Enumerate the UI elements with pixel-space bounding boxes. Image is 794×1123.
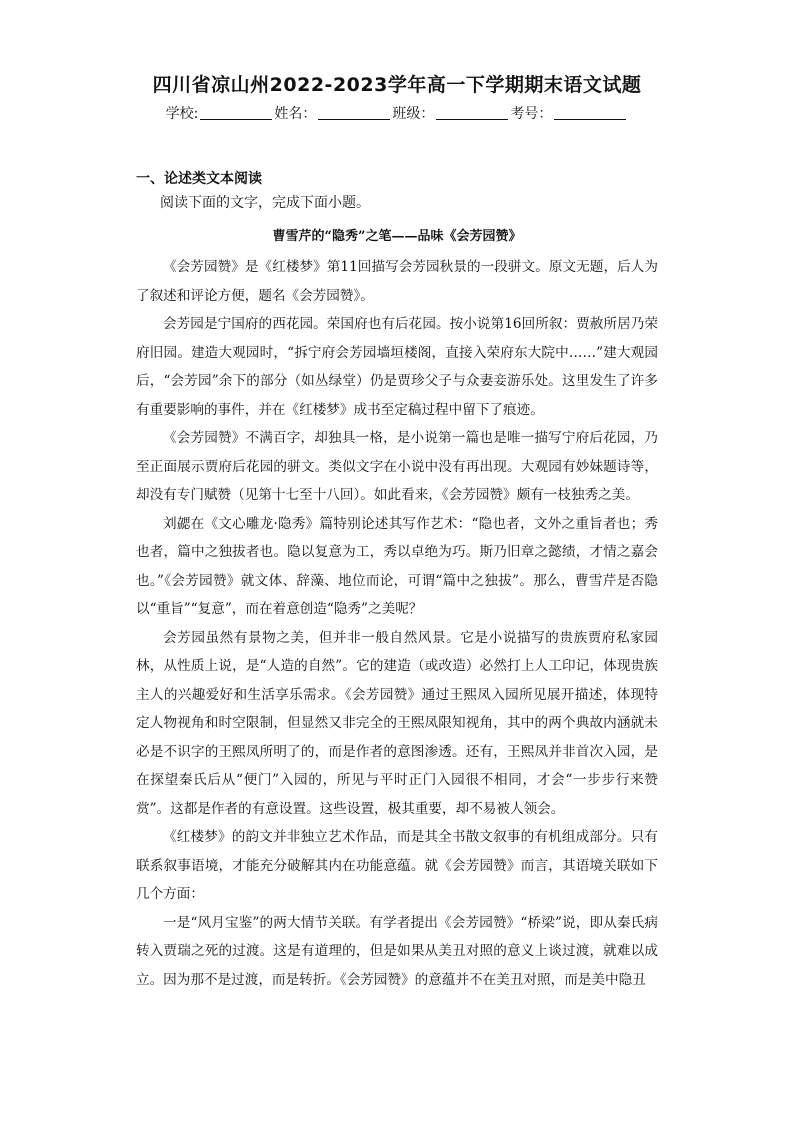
class-label: 班级： xyxy=(392,106,435,122)
student-info-line xyxy=(0,103,794,123)
exam-number-label: 考号： xyxy=(510,106,553,122)
class-blank xyxy=(436,105,508,120)
paragraph: 会芳园虽然有景物之美，但并非一般自然风景。它是小说描写的贵族贾府私家园林，从性质上说，是“人造的自然”。它的建造（或改造）必然打上人工印记，体现贵族主人的兴趣爱好和生活享乐需求。《会芳园赞》通过王熙凤入园所见展开描述，体现特定人物视角和时空限制，但显然又非完全的王熙凤限知视角，其中的两个典故内涵就未必是不识字的王熙凤所明了的，而是作者的意图渗透。还有，王熙凤并非首次入园，是在探望秦氏后从“便门”入园的，所见与平时正门入园很不相同，才会“一步步行来赞赏”。这都是作者的有意设置。这些设置，极其重要，却不易被人领会。 xyxy=(136,629,658,817)
name-blank xyxy=(318,105,390,120)
paragraph: 《会芳园赞》不满百字，却独具一格，是小说第一篇也是唯一描写宁府后花园，乃至正面展示贾府后花园的骈文。类似文字在小说中没有再出现。大观园有妙妹题诗等，却没有专门赋赞（见第十七至十八回）。如此看来，《会芳园赞》颇有一枝独秀之美。 xyxy=(136,430,658,503)
exam-title: 四川省凉山州2022-2023学年高一下学期期末语文试题 xyxy=(152,74,642,96)
paragraph: 一是“风月宝鉴”的两大情节关联。有学者提出《会芳园赞》“桥梁”说，即从秦氏病转入贾瑞之死的过渡。这是有道理的，但是如果从美丑对照的意义上谈过渡，就难以成立。因为那不是过渡，而是转折。《会芳园赞》的意蕴并不在美丑对照，而是美中隐丑 xyxy=(136,914,658,988)
paragraph: 《会芳园赞》是《红楼梦》第11回描写会芳园秋景的一段骈文。原文无题，后人为了叙述和评论方便，题名《会芳园赞》。 xyxy=(136,259,658,304)
article-title: 曹雪芹的“隐秀”之笔——品味《会芳园赞》 xyxy=(272,229,522,244)
paragraph: 《红楼梦》的韵文并非独立艺术作品，而是其全书散文叙事的有机组成部分。只有联系叙事语境，才能充分破解其内在功能意蕴。就《会芳园赞》而言，其语境关联如下几个方面： xyxy=(136,829,658,902)
school-label: 学校: xyxy=(165,106,199,122)
paragraph: 会芳园是宁国府的西花园。荣国府也有后花园。按小说第16回所叙：贾赦所居乃荣府旧园。建造大观园时，“拆宁府会芳园墙垣楼阁，直接入荣府东大院中……”建大观园后，“会芳园”余下的部分（如丛绿堂）仍是贾珍父子与众妻妾游乐处。这里发生了许多有重要影响的事件，并在《红楼梦》成书至定稿过程中留下了痕迹。 xyxy=(136,316,658,418)
name-label: 姓名： xyxy=(274,106,317,122)
article-body xyxy=(136,253,658,994)
section-heading: 一、论述类文本阅读 xyxy=(136,171,262,187)
school-blank xyxy=(200,105,272,120)
paragraph: 刘勰在《文心雕龙·隐秀》篇特别论述其写作艺术：“隐也者，文外之重旨者也；秀也者，篇中之独拔者也。隐以复意为工，秀以卓绝为巧。斯乃旧章之懿绩，才情之嘉会也。”《会芳园赞》就文体、辞藻、地位而论，可谓“篇中之独拔”。那么，曹雪芹是否隐以“重旨”“复意”，而在着意创造“隐秀”之美呢？ xyxy=(136,515,658,617)
section-instruction: 阅读下面的文字，完成下面小题。 xyxy=(160,195,370,211)
exam-number-blank xyxy=(554,105,626,120)
